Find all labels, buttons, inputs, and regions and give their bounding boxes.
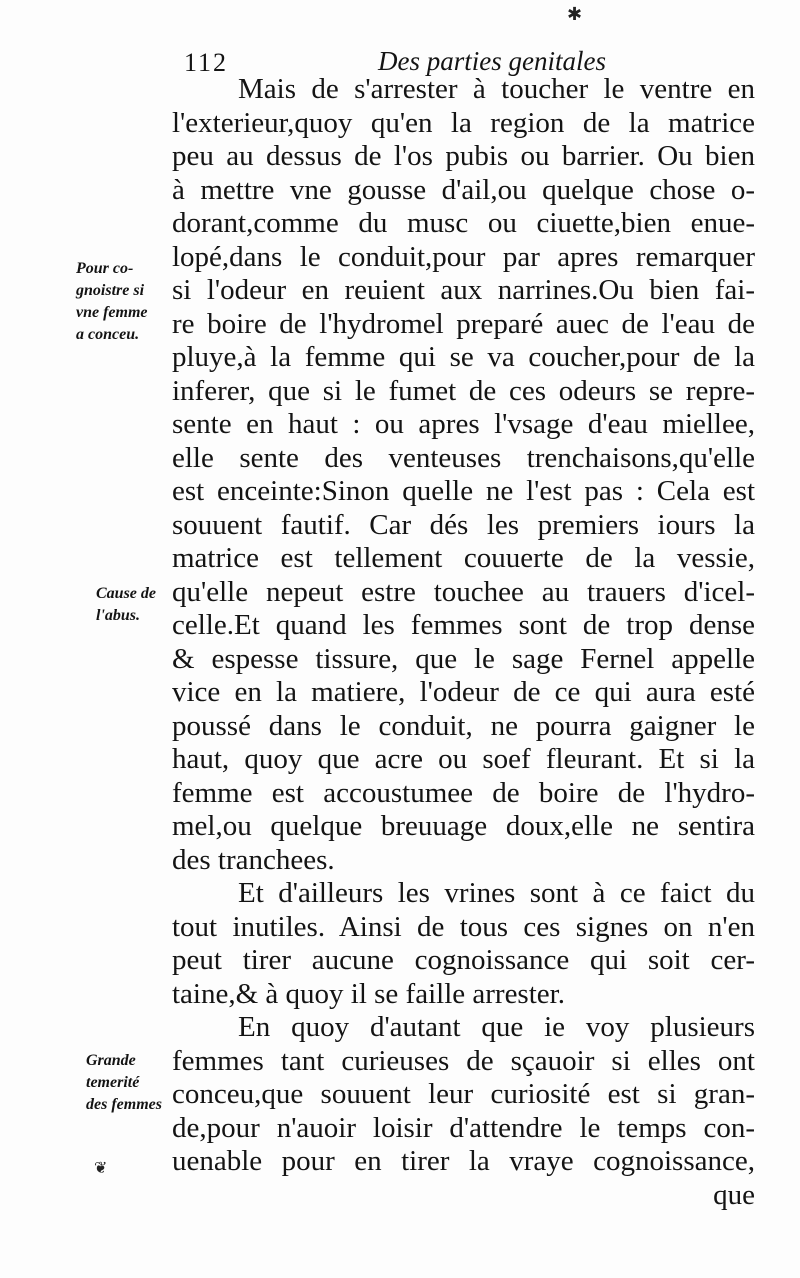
text-line: qu'elle nepeut estre touchee au trauers d'icel- (172, 575, 755, 608)
text-line: souuent fautif. Car dés les premiers iours la (172, 508, 755, 541)
margin-note-temerity (86, 1050, 251, 1116)
text-line: Et d'ailleurs les vrines sont à ce faict du (238, 877, 755, 909)
margin-note-line: vne femme (76, 304, 148, 321)
floral-ornament-icon: ❦ (94, 1158, 108, 1177)
text-line: peu au dessus de l'os pubis ou barrier. Ou bien (172, 140, 755, 172)
text-line: tout inutiles. Ainsi de tous ces signes on n'en (172, 910, 755, 943)
running-head-title: Des parties genitales (378, 46, 606, 76)
text-line: des tranchees. (172, 843, 335, 876)
margin-note-line: Cause de (96, 585, 156, 602)
text-line: inferer, que si le fumet de ces odeurs se repre- (172, 374, 755, 407)
text-line: mel,ou quelque breuuage doux,elle ne sentira (172, 810, 755, 842)
text-line: lopé,dans le conduit,pour par apres remarquer (172, 240, 755, 273)
margin-note-line: a conceu. (76, 326, 140, 343)
text-line: elle sente des venteuses trenchaisons,qu'elle (172, 441, 755, 474)
text-line: taine,& à quoy il se faille arrester. (172, 977, 565, 1010)
margin-note-pregnancy-test (76, 258, 241, 346)
margin-note-line: temerité (86, 1074, 140, 1091)
margin-note-line: Pour co- (76, 260, 134, 277)
text-line: uenable pour en tirer la vraye cognoissance, (172, 1145, 755, 1177)
text-line: l'exterieur,quoy qu'en la region de la matrice (172, 106, 755, 139)
text-line: sente en haut : ou apres l'vsage d'eau miellee, (172, 408, 755, 440)
text-line: Mais de s'arrester à toucher le ventre en (238, 73, 755, 105)
text-line: si l'odeur en reuient aux narrines.Ou bien fai- (172, 274, 755, 306)
catchword: que (713, 1178, 755, 1211)
text-line: est enceinte:Sinon quelle ne l'est pas : Cela est (172, 475, 755, 507)
margin-note-line: l'abus. (96, 607, 141, 624)
text-line: dorant,comme du musc ou ciuette,bien enue- (172, 207, 755, 239)
text-line: En quoy d'autant que ie voy plusieurs (238, 1011, 755, 1043)
margin-note-line: Grande (86, 1052, 136, 1069)
text-line: femmes tant curieuses de sçauoir si elles ont (172, 1044, 755, 1077)
text-line: de,pour n'auoir loisir d'attendre le temps con- (172, 1111, 755, 1144)
text-line: & espesse tissure, que le sage Fernel appelle (172, 642, 755, 675)
text-line: matrice est tellement couuerte de la vessie, (172, 542, 755, 574)
page-number: 112 (184, 48, 229, 77)
text-line: femme est accoustumee de boire de l'hydro- (172, 776, 755, 809)
star-ornament-icon: ✱ (567, 4, 583, 25)
text-line: à mettre vne gousse d'ail,ou quelque chose o- (172, 173, 755, 206)
text-line: peut tirer aucune cognoissance qui soit cer- (172, 944, 755, 976)
text-line: vice en la matiere, l'odeur de ce qui aura esté (172, 676, 755, 708)
margin-note-line: gnoistre si (76, 282, 145, 299)
body-text (172, 73, 755, 1212)
text-line: pluye,à la femme qui se va coucher,pour de la (172, 341, 755, 373)
margin-note-cause (96, 583, 261, 627)
text-line: re boire de l'hydromel preparé auec de l'eau de (172, 307, 755, 340)
text-line: haut, quoy que acre ou soef fleurant. Et si la (172, 743, 755, 775)
text-line: celle.Et quand les femmes sont de trop dense (172, 609, 755, 641)
text-line: poussé dans le conduit, ne pourra gaigner le (172, 709, 755, 742)
text-line: conceu,que souuent leur curiosité est si gran- (172, 1078, 755, 1110)
margin-note-line: des femmes (86, 1096, 162, 1113)
